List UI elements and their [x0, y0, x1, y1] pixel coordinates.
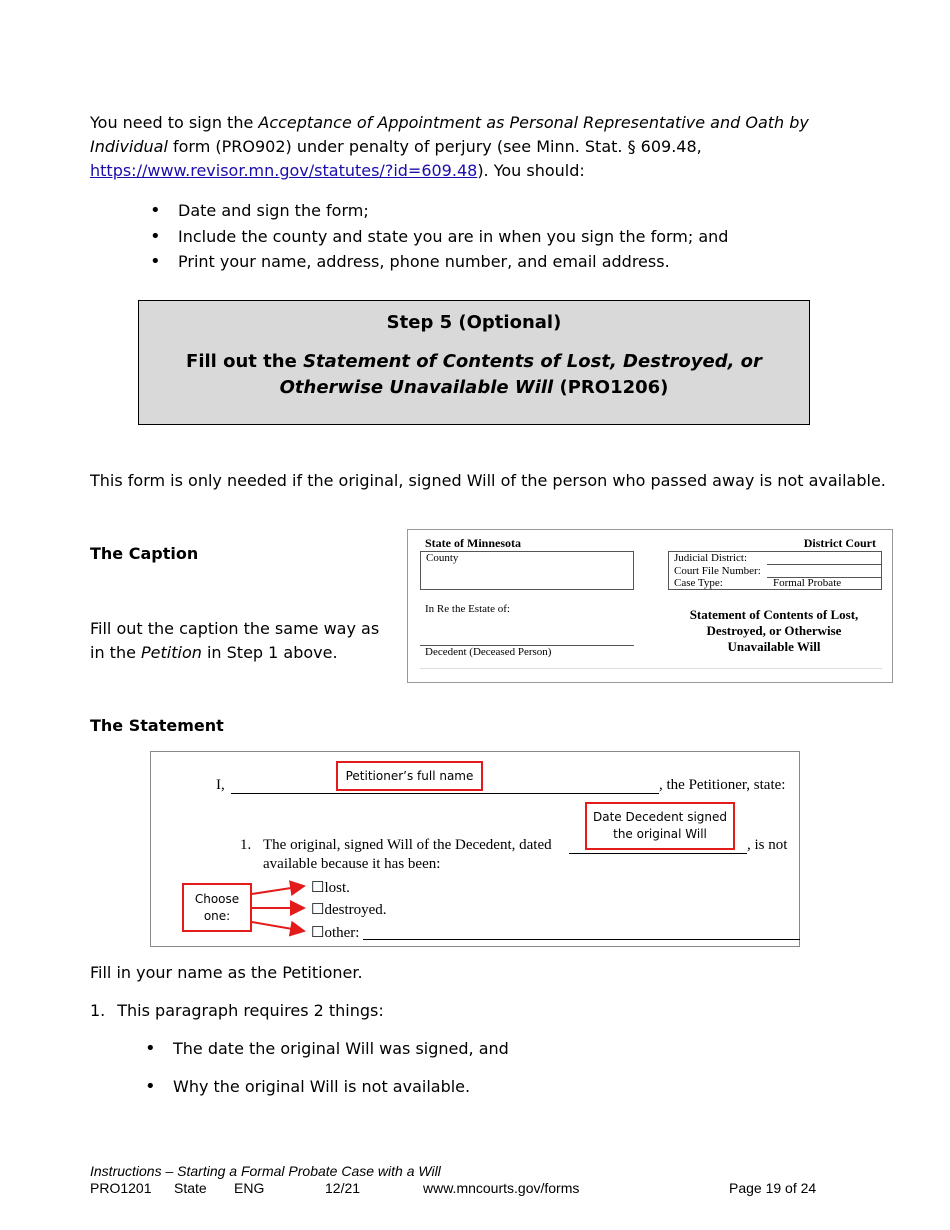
- judicial-district-label: Judicial District:: [674, 552, 748, 564]
- checkbox-icon: ☐: [311, 880, 325, 896]
- list-item: • Date and sign the form;: [150, 199, 728, 225]
- callout-date-signed: Date Decedent signed the original Will: [585, 802, 735, 850]
- callout-petitioner-name: Petitioner’s full name: [336, 761, 483, 791]
- in-re-label: In Re the Estate of:: [425, 603, 510, 615]
- intro-paragraph: [90, 111, 880, 183]
- caption-form-title: Statement of Contents of Lost, Destroyed, or Otherwise Unavailable Will: [689, 607, 859, 654]
- item-text: The original, signed Will of the Decedent, dated: [263, 837, 552, 853]
- sign-instructions-list: [150, 199, 728, 276]
- divider: [767, 564, 882, 565]
- caption-form-image: [407, 529, 893, 683]
- step-subtitle-pre: Fill out the: [186, 351, 304, 372]
- divider: [420, 668, 882, 669]
- step-5-box: [138, 300, 810, 425]
- paragraph-requirements-list: [145, 1037, 509, 1113]
- footer-language: ENG: [234, 1180, 265, 1196]
- checkbox-icon: ☐: [311, 902, 325, 918]
- statement-i: I,: [216, 777, 225, 793]
- petitioner-state-text: , the Petitioner, state:: [659, 777, 786, 793]
- caption-court: District Court: [803, 536, 876, 550]
- step-form-code: (PRO1206): [553, 377, 669, 398]
- footer-url[interactable]: www.mncourts.gov/forms: [423, 1180, 580, 1196]
- intro-text-2: form (PRO902) under penalty of perjury (see Minn. Stat. § 609.48,: [167, 137, 702, 156]
- paragraph-text: This paragraph requires 2 things:: [117, 1001, 384, 1020]
- caption-desc-pre: Fill out the caption the same way as in the: [90, 619, 380, 662]
- caption-description: [90, 617, 390, 665]
- list-item: • The date the original Will was signed, and: [145, 1037, 509, 1075]
- county-label: County: [426, 552, 459, 564]
- available-text: available because it has been:: [263, 856, 441, 872]
- fill-name-instruction: Fill in your name as the Petitioner.: [90, 963, 363, 982]
- caption-desc-petition: Petition: [141, 643, 202, 662]
- case-type-value: Formal Probate: [773, 577, 842, 589]
- step-title: Step 5 (Optional): [386, 312, 562, 333]
- option-other-label: other:: [324, 925, 360, 941]
- county-box: [420, 551, 634, 590]
- case-type-label: Case Type:: [674, 577, 723, 589]
- list-item: • Print your name, address, phone number, and email address.: [150, 250, 728, 276]
- list-item: • Why the original Will is not available.: [145, 1075, 509, 1113]
- paragraph-1-instruction: [90, 999, 384, 1023]
- step-subtitle: [139, 349, 809, 401]
- callout-arrows: [151, 752, 801, 948]
- intro-text-1: You need to sign the: [90, 113, 259, 132]
- statement-form-image: [150, 751, 800, 947]
- court-file-number-label: Court File Number:: [674, 565, 761, 577]
- footer-state: State: [174, 1180, 207, 1196]
- item-number: 1.: [240, 837, 252, 853]
- footer-title: Instructions – Starting a Formal Probate Case with a Will: [90, 1163, 441, 1179]
- is-not-text: , is not: [747, 837, 788, 853]
- option-destroyed-label: destroyed.: [324, 902, 387, 918]
- list-item: • Include the county and state you are in when you sign the form; and: [150, 225, 728, 251]
- caption-state: State of Minnesota: [425, 536, 521, 550]
- option-lost-label: lost.: [324, 880, 350, 896]
- decedent-label: Decedent (Deceased Person): [425, 646, 552, 658]
- step-form-name: Statement of Contents of Lost, Destroyed, or Otherwise Unavailable Will: [279, 351, 762, 398]
- callout-choose-one: Choose one:: [182, 883, 252, 932]
- paragraph-number: 1.: [90, 1001, 106, 1020]
- caption-heading: The Caption: [90, 544, 199, 563]
- footer-form-code: PRO1201: [90, 1180, 152, 1196]
- statement-heading: The Statement: [90, 716, 224, 735]
- arrow-lost: [252, 886, 304, 894]
- intro-form-name: Acceptance of Appointment as Personal Representative and Oath by Individual: [90, 113, 809, 156]
- only-needed-note: This form is only needed if the original, signed Will of the person who passed away is not available.: [90, 471, 886, 490]
- case-info-box: [668, 551, 882, 590]
- statute-link[interactable]: https://www.revisor.mn.gov/statutes/?id=609.48: [90, 161, 478, 180]
- footer-date: 12/21: [325, 1180, 361, 1196]
- checkbox-icon: ☐: [311, 925, 325, 941]
- footer-page-number: Page 19 of 24: [729, 1180, 817, 1196]
- arrow-other: [252, 922, 304, 931]
- caption-desc-post: in Step 1 above.: [201, 643, 338, 662]
- intro-text-3: ). You should:: [477, 161, 585, 180]
